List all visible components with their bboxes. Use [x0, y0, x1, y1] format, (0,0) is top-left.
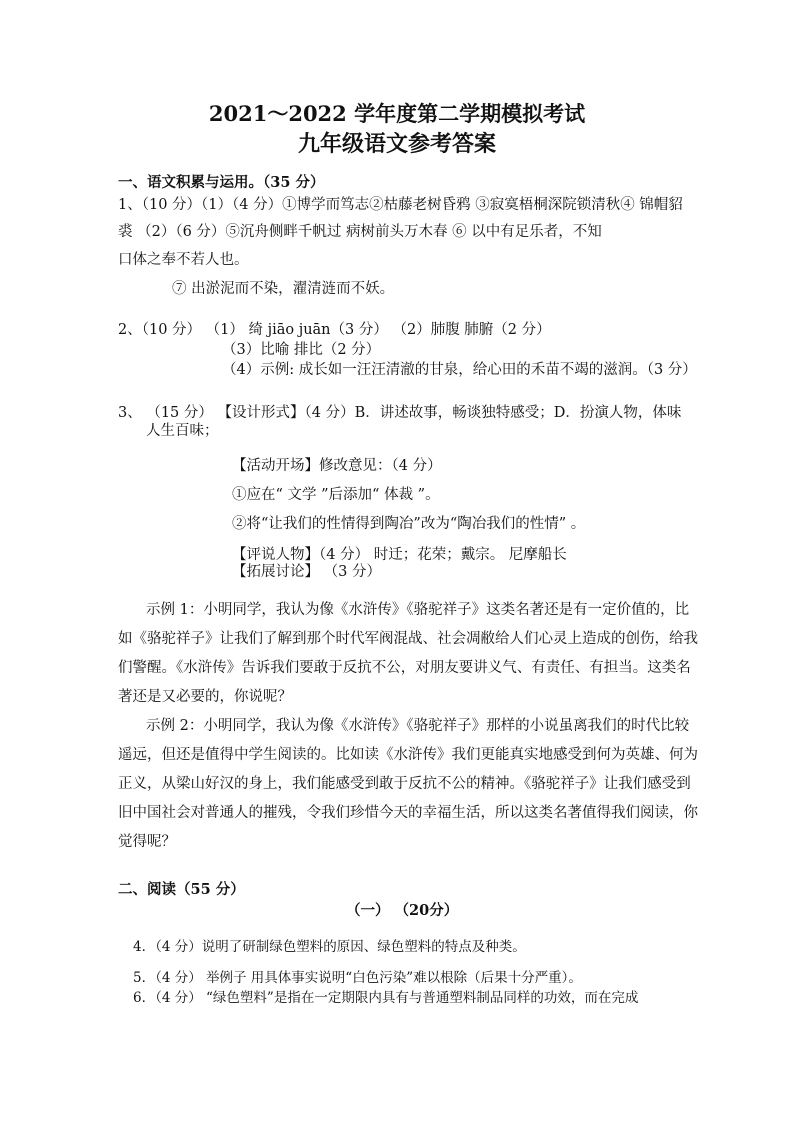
q2-line2: （3）比喻 排比（2 分）: [222, 342, 381, 358]
section2-subheading: （一） （20分）: [346, 902, 459, 919]
q3-extended-discussion: 【拓展讨论】 （3 分）: [232, 564, 381, 580]
q3-character-comment: 【评说人物】（4 分） 时迁；花荣；戴宗。 尼摩船长: [232, 547, 567, 563]
q1-line3: 口体之奉不若人也。: [118, 252, 249, 268]
example2-line2: 遥远，但还是值得中学生阅读的。比如读《水浒传》我们更能真实地感受到何为英雄、何为: [118, 747, 698, 763]
section1-heading: 一、语文积累与运用。（35 分）: [118, 174, 325, 191]
example1-line3: 们警醒。《水浒传》告诉我们要敢于反抗不公，对朋友要讲义气、有责任、有担当。这类名: [118, 660, 691, 676]
example1-line2: 如《骆驼祥子》让我们了解到那个时代军阀混战、社会凋敝给人们心灵上造成的创伤，给我: [118, 631, 698, 647]
example2-line4: 旧中国社会对普通人的摧残，令我们珍惜今天的幸福生活，所以这类名著值得我们阅读，你: [118, 805, 698, 821]
q3-activity-opening: 【活动开场】修改意见：（4 分）: [232, 458, 442, 474]
q3-line1: 3、 （15 分） 【设计形式】（4 分）B．讲述故事，畅谈独特感受；D．扮演人物，体味: [118, 405, 682, 421]
q3-revision-2: ②将“让我们的性情得到陶冶”改为“陶冶我们的性情” 。: [232, 516, 586, 532]
q1-line2: 裘 （2）（6 分）⑤沉舟侧畔千帆过 病树前头万木春 ⑥ 以中有足乐者，不知: [118, 224, 602, 240]
q1-line1: 1、（10 分）（1）（4 分）①博学而笃志②枯藤老树昏鸦 ③寂寞梧桐深院锁清秋④ 锦帽貂: [118, 197, 683, 213]
q2-line3: （4）示例: 成长如一汪汪清澈的甘泉，给心田的禾苗不竭的滋润。（3 分）: [222, 362, 697, 378]
answer-key-title: 九年级语文参考答案: [297, 132, 496, 157]
q2-line1: 2、（10 分） （1） 绮 jiāo juān（3 分） （2）肺腹 肺腑（2 分）: [118, 322, 551, 338]
q3-revision-1: ①应在“ 文学 ”后添加“ 体裁 ”。: [232, 487, 440, 503]
section2-heading: 二、阅读（55 分）: [118, 881, 245, 898]
example1-line4: 著还是又必要的，你说呢？: [118, 689, 292, 705]
example2-line3: 正义，从梁山好汉的身上，我们能感受到敢于反抗不公的精神。《骆驼祥子》让我们感受到: [118, 776, 691, 792]
q1-line4: ⑦ 出淤泥而不染，濯清涟而不妖。: [172, 281, 395, 297]
example1-line1: 示例 1：小明同学，我认为像《水浒传》《骆驼祥子》这类名著还是有一定价值的，比: [146, 602, 690, 618]
example2-line5: 觉得呢？: [118, 834, 176, 850]
q3-line2: 人生百味；: [146, 423, 219, 439]
q4-answer: 4．（4 分）说明了研制绿色塑料的原因、绿色塑料的特点及种类。: [133, 939, 526, 955]
example2-line1: 示例 2：小明同学，我认为像《水浒传》《骆驼祥子》那样的小说虽离我们的时代比较: [146, 718, 690, 734]
q5-answer: 5．（4 分） 举例子 用具体事实说明“白色污染”难以根除（后果十分严重）。: [133, 970, 582, 986]
exam-title: 2021～2022 学年度第二学期模拟考试: [208, 101, 586, 126]
q6-answer: 6．（4 分） “绿色塑料”是指在一定期限内具有与普通塑料制品同样的功效，而在完成: [133, 990, 639, 1006]
